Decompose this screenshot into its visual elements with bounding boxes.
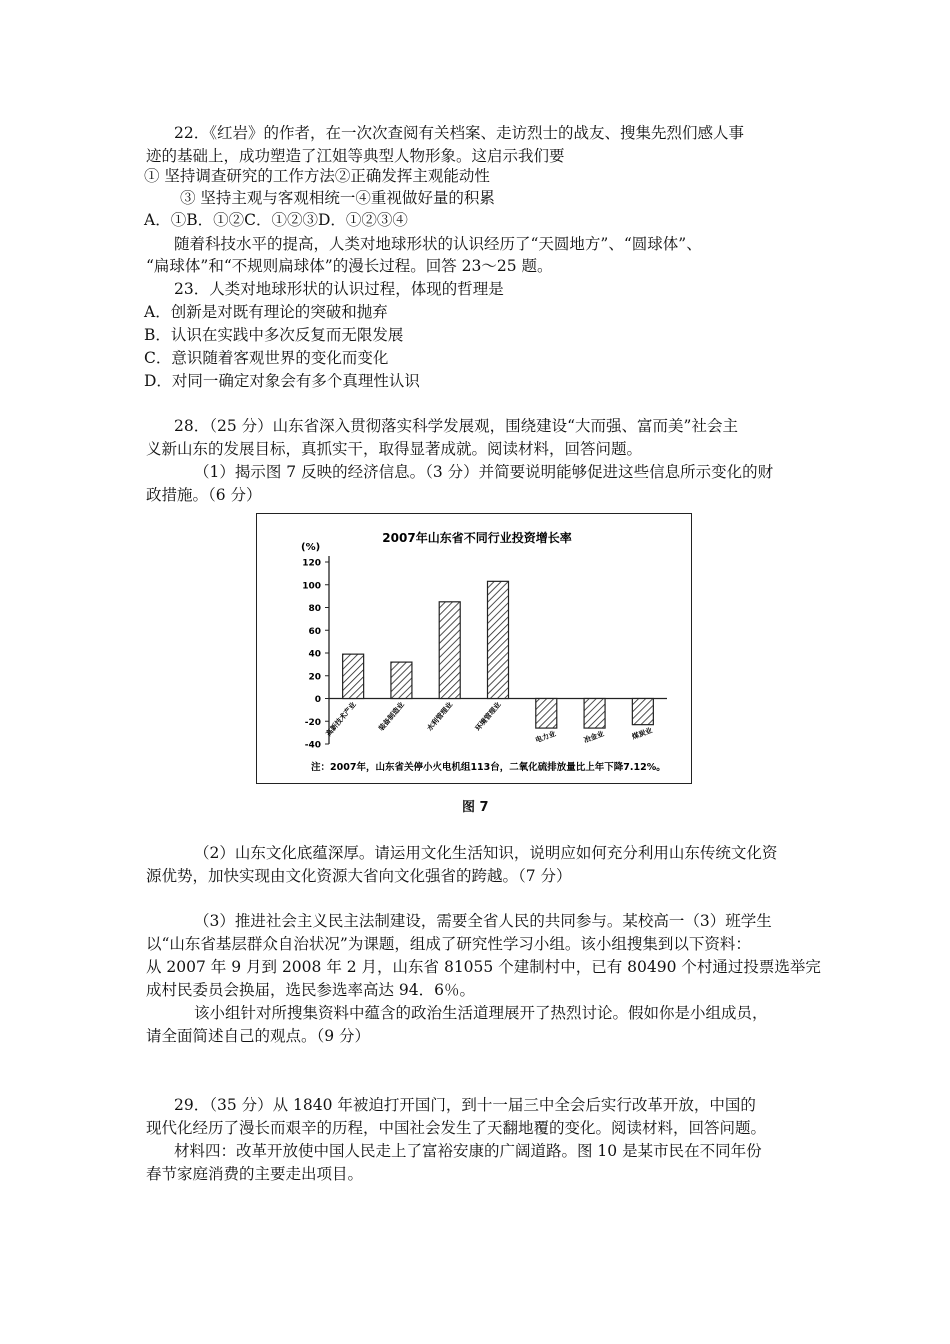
y-tick-label: 120: [302, 558, 321, 569]
chart-y-axis-label: (%): [301, 542, 321, 553]
q28-part3-line2: 以“山东省基层群众自治状况”为课题，组成了研究性学习小组。该小组搜集到以下资料：: [146, 935, 751, 953]
q29-line2: 现代化经历了漫长而艰辛的历程，中国社会发生了天翻地覆的变化。阅读材料，回答问题。: [146, 1119, 767, 1137]
q23-option-d: D．对同一确定对象会有多个真理性认识: [144, 372, 420, 390]
q22-stem-line2: 迹的基础上，成功塑造了江姐等典型人物形象。这启示我们要: [146, 147, 565, 165]
q23-option-c: C．意识随着客观世界的变化而变化: [144, 349, 389, 367]
q28-line2: 义新山东的发展目标，真抓实干，取得显著成就。阅读材料，回答问题。: [146, 440, 643, 458]
q28-part3-line1: （3）推进社会主义民主法制建设，需要全省人民的共同参与。某校高一（3）班学生: [194, 912, 772, 930]
bar-1: [391, 662, 412, 698]
q29-line3: 材料四：改革开放使中国人民走上了富裕安康的广阔道路。图 10 是某市民在不同年份: [174, 1142, 762, 1160]
q28-part1-line1: （1）揭示图 7 反映的经济信息。（3 分）并简要说明能够促进这些信息所示变化的财: [194, 463, 774, 481]
q28-part3-line4: 成村民委员会换届，选民参选率高达 94．6％。: [146, 981, 476, 999]
category-label: 环境管理业: [473, 700, 503, 733]
q28-part3-line5: 该小组针对所搜集资料中蕴含的政治生活道理展开了热烈讨论。假如你是小组成员，: [194, 1004, 768, 1022]
category-label: 电力业: [534, 729, 557, 745]
category-label: 高新技术产业: [324, 700, 358, 738]
y-tick-label: 80: [308, 604, 321, 614]
intro-line1: 随着科技水平的提高，人类对地球形状的认识经历了“天圆地方”、“圆球体”、: [174, 235, 702, 253]
q29-line4: 春节家庭消费的主要走出项目。: [146, 1165, 364, 1183]
y-tick-label: -40: [304, 740, 321, 751]
y-tick-label: 100: [302, 581, 321, 592]
q22-options-line2: ③ 坚持主观与客观相统一④重视做好量的积累: [180, 189, 495, 207]
category-label: 装备制造业: [377, 700, 406, 733]
category-label: 冶金业: [582, 729, 606, 745]
category-label: 煤炭业: [630, 726, 654, 742]
q28-part3-line3: 从 2007 年 9 月到 2008 年 2 月，山东省 81055 个建制村中，已有 80490 个村通过投票选举完: [146, 958, 821, 976]
q22-stem-line1: 22．《红岩》的作者，在一次次查阅有关档案、走访烈士的战友、搜集先烈们感人事: [174, 124, 744, 142]
bar-3: [488, 581, 509, 698]
chart-title: 2007年山东省不同行业投资增长率: [382, 531, 572, 545]
intro-line2: “扁球体”和“不规则扁球体”的漫长过程。回答 23～25 题。: [146, 257, 553, 275]
y-tick-label: 20: [308, 672, 321, 683]
y-tick-label: 40: [308, 649, 321, 660]
q22-options-line1: ① 坚持调查研究的工作方法②正确发挥主观能动性: [144, 167, 490, 185]
q28-line1: 28．（25 分）山东省深入贯彻落实科学发展观，围绕建设“大而强、富而美”社会主: [174, 417, 738, 435]
figure-caption: 图 7: [462, 800, 489, 815]
category-label: 水利管理业: [425, 700, 455, 733]
bar-6: [632, 699, 653, 725]
q29-line1: 29．（35 分）从 1840 年被迫打开国门，到十一届三中全会后实行改革开放，中国的: [174, 1096, 756, 1114]
q22-choices: A．①B．①②C．①②③D．①②③④: [144, 211, 408, 229]
q23-stem: 23．人类对地球形状的认识过程，体现的哲理是: [174, 280, 504, 298]
chart-note: 注：2007年，山东省关停小火电机组113台，二氧化硫排放量比上年下降7.12%。: [311, 762, 666, 773]
y-tick-label: 0: [314, 695, 321, 705]
bar-0: [343, 654, 364, 698]
bar-4: [536, 699, 557, 729]
y-tick-label: -20: [304, 717, 321, 728]
y-tick-label: 60: [308, 626, 321, 637]
q28-part1-line2: 政措施。（6 分）: [146, 486, 262, 504]
q23-option-a: A．创新是对既有理论的突破和抛弃: [144, 303, 388, 321]
bar-5: [584, 699, 605, 729]
q28-part3-line6: 请全面简述自己的观点。（9 分）: [146, 1027, 371, 1045]
q28-part2-line1: （2）山东文化底蕴深厚。请运用文化生活知识，说明应如何充分利用山东传统文化资: [194, 844, 778, 862]
q23-option-b: B．认识在实践中多次反复而无限发展: [144, 326, 404, 344]
figure-7-chart: [256, 513, 692, 784]
bar-2: [439, 602, 460, 699]
q28-part2-line2: 源优势，加快实现由文化资源大省向文化强省的跨越。（7 分）: [146, 867, 572, 885]
chart-svg: [257, 514, 691, 783]
